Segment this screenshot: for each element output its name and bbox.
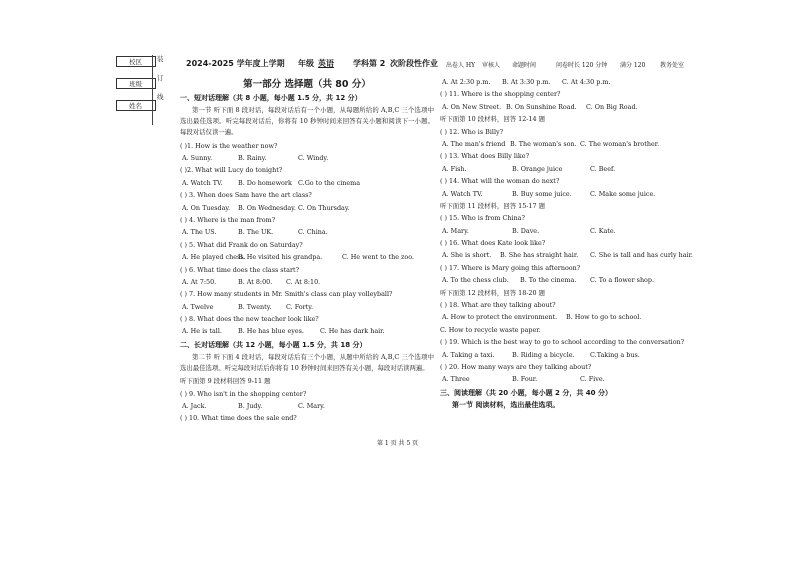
option-a: A. The US. bbox=[182, 228, 217, 237]
option-c: C. Five. bbox=[580, 375, 605, 384]
question-6-options bbox=[180, 276, 434, 288]
section-instructions: 第一节 听下面 8 段对话，每段对话后有一个小题，从每题所给的 A,B,C 三个选项中选出最佳选项。听完每段对话后，你将有 10 秒钟时间来回答有关小题和阅读下一小题。每段对话仅读一遍。 bbox=[180, 106, 434, 137]
question-3-options bbox=[180, 202, 434, 214]
option-c: C. She is tall and has curly hair. bbox=[590, 251, 693, 260]
page-number: 第 1 页 共 5 页 bbox=[377, 440, 419, 447]
binding-char: 线 bbox=[157, 93, 164, 101]
option-b: B. On Sunshine Road. bbox=[506, 102, 577, 111]
option-b: B. Twenty. bbox=[238, 302, 272, 311]
question-2-options bbox=[180, 177, 434, 189]
question-10: ( ) 10. What time does the sale end? bbox=[180, 414, 297, 423]
question-18-option-c: C. How to recycle waste paper. bbox=[440, 325, 541, 334]
option-a: A. He is tall. bbox=[182, 327, 222, 336]
option-b: B. At 3:30 p.m. bbox=[502, 78, 551, 86]
option-c: C. Forty. bbox=[286, 302, 314, 311]
binding-side-chars bbox=[157, 55, 165, 102]
option-b: B. The woman's son. bbox=[510, 139, 577, 148]
question-7: ( ) 7. How many students in Mr. Smith's class can play volleyball? bbox=[180, 290, 393, 299]
right-column bbox=[440, 76, 694, 412]
campus-label: 校区 bbox=[116, 56, 156, 67]
section-heading: 三、阅读理解（共 20 小题，每小题 2 分，共 40 分） bbox=[440, 388, 612, 397]
class-label: 班级 bbox=[116, 78, 156, 89]
question-9: ( ) 9. Who isn't in the shopping center? bbox=[180, 389, 307, 398]
option-a: A. Jack. bbox=[182, 402, 207, 411]
option-a: A. She is short. bbox=[442, 251, 492, 260]
question-11: ( ) 11. Where is the shopping center? bbox=[440, 90, 561, 99]
option-a: A. Mary. bbox=[442, 226, 469, 235]
question-4-options bbox=[180, 226, 434, 238]
option-b: B. The UK. bbox=[238, 228, 274, 237]
question-7-options bbox=[180, 301, 434, 313]
question-12: ( ) 12. Who is Billy? bbox=[440, 127, 504, 136]
option-c: C. Make some juice. bbox=[590, 189, 656, 198]
option-a: A. He played chess. bbox=[182, 253, 246, 262]
question-11-options bbox=[440, 101, 694, 113]
option-a: A. How to protect the environment. bbox=[442, 313, 558, 322]
question-18: ( ) 18. What are they talking about? bbox=[440, 301, 556, 310]
material-heading: 听下面第 9 段材料回答 9-11 题 bbox=[180, 377, 271, 386]
option-b: B. How to go to school. bbox=[566, 313, 642, 322]
academic-year: 2024-2025 学年度上学期 bbox=[186, 59, 285, 68]
material-heading: 听下面第 12 段材料，回答 18-20 题 bbox=[440, 288, 545, 297]
option-c: C. On Big Road. bbox=[586, 102, 638, 111]
option-c: C.Taking a bus. bbox=[590, 350, 640, 359]
binding-char: 订 bbox=[157, 74, 164, 82]
option-a: A. Twelve bbox=[182, 302, 214, 311]
question-17: ( ) 17. Where is Mary going this afternoon? bbox=[440, 263, 581, 272]
option-a: A. At 2:30 p.m. bbox=[442, 78, 491, 86]
question-8-options bbox=[180, 325, 434, 337]
option-b: B. Do homework bbox=[238, 178, 292, 187]
question-13-options bbox=[440, 163, 694, 175]
option-c: C. Beef. bbox=[590, 164, 616, 173]
section-heading: 一、短对话理解（共 8 小题，每小题 1.5 分，共 12 分） bbox=[180, 94, 362, 102]
grade-label: 年级 bbox=[298, 59, 314, 68]
subsection-heading: 第一节 阅读材料，选出最佳选项。 bbox=[452, 400, 560, 409]
material-heading: 听下面第 11 段材料，回答 15-17 题 bbox=[440, 201, 545, 210]
question-15-options bbox=[440, 225, 694, 237]
question-16-options bbox=[440, 249, 694, 261]
option-a: A. Taking a taxi. bbox=[442, 350, 495, 359]
question-13: ( ) 13. What does Billy like? bbox=[440, 152, 530, 161]
question-6: ( ) 6. What time does the class start? bbox=[180, 265, 300, 274]
question-19: ( ) 19. Which is the best way to go to school according to the conversation? bbox=[440, 338, 685, 347]
score-label: 满分 120 bbox=[620, 62, 646, 69]
question-14-options bbox=[440, 188, 694, 200]
option-b: B. On Wednesday. bbox=[238, 203, 296, 212]
question-1: ( )1. How is the weather now? bbox=[180, 141, 278, 150]
question-10-options bbox=[440, 76, 694, 88]
option-a: A. Watch TV. bbox=[182, 178, 223, 187]
duration-label: 问卷时长 120 分钟 bbox=[556, 62, 608, 69]
option-c: C. The woman's brother. bbox=[580, 139, 660, 148]
name-label: 姓名 bbox=[116, 100, 156, 111]
question-9-options bbox=[180, 400, 434, 412]
question-5-options bbox=[180, 251, 434, 263]
option-a: A. On New Street. bbox=[442, 102, 502, 111]
option-a: A. Sunny. bbox=[182, 154, 213, 162]
left-column bbox=[180, 76, 434, 425]
stage-label: 次阶段性作业 bbox=[390, 59, 438, 68]
question-1-options bbox=[180, 152, 434, 164]
option-a: A. To the chess club. bbox=[442, 276, 509, 285]
part-title: 第一部分 选择题（共 80 分） bbox=[243, 79, 371, 90]
option-b: B. She has straight hair. bbox=[500, 251, 579, 260]
question-14: ( ) 14. What will the woman do next? bbox=[440, 177, 560, 186]
option-a: A. Fish. bbox=[442, 164, 467, 173]
exam-header bbox=[186, 58, 706, 70]
office-label: 教务处室 bbox=[660, 62, 685, 69]
option-c: C. China. bbox=[298, 228, 328, 237]
question-4: ( ) 4. Where is the man from? bbox=[180, 215, 276, 224]
question-8: ( ) 8. What does the new teacher look like? bbox=[180, 315, 319, 324]
material-heading: 听下面第 10 段材料，回答 12-14 题 bbox=[440, 115, 545, 124]
option-a: A. At 7:50. bbox=[182, 277, 217, 286]
time-label: 命题时间 bbox=[512, 62, 537, 69]
question-12-options bbox=[440, 138, 694, 150]
setter-label: 出卷人 HY bbox=[446, 62, 476, 69]
exam-number: 学科第 2 bbox=[353, 59, 386, 68]
option-c: C. Windy. bbox=[298, 154, 329, 162]
question-3: ( ) 3. When does Sam have the art class? bbox=[180, 191, 312, 200]
binding-char: 装 bbox=[157, 55, 164, 63]
subject-label: 英语 bbox=[318, 59, 334, 68]
option-b: B. Rainy. bbox=[238, 154, 267, 162]
option-c: C. He has dark hair. bbox=[320, 327, 385, 336]
question-17-options bbox=[440, 274, 694, 286]
question-18-options bbox=[440, 311, 694, 323]
option-b: B. Four. bbox=[512, 375, 538, 384]
question-20-options bbox=[440, 373, 694, 385]
option-c: C.Go to the cinema bbox=[298, 178, 361, 187]
question-16: ( ) 16. What does Kate look like? bbox=[440, 239, 546, 248]
option-c: C. At 8:10. bbox=[286, 277, 321, 286]
option-c: C. On Thursday. bbox=[298, 203, 350, 212]
reviewer-label: 审核人 bbox=[482, 62, 501, 69]
option-c: C. At 4:30 p.m. bbox=[562, 78, 611, 86]
question-2: ( )2. What will Lucy do tonight? bbox=[180, 166, 283, 175]
option-a: A. Watch TV. bbox=[442, 189, 483, 198]
option-b: B. At 8:00. bbox=[238, 277, 273, 286]
option-c: C. He went to the zoo. bbox=[342, 253, 415, 262]
question-15: ( ) 15. Who is from China? bbox=[440, 214, 525, 223]
option-c: C. To a flower shop. bbox=[590, 276, 655, 285]
binding-line bbox=[152, 55, 153, 125]
option-b: B. Dave. bbox=[512, 226, 540, 235]
option-b: B. Buy some juice. bbox=[512, 189, 572, 198]
option-a: A. The man's friend bbox=[442, 139, 506, 148]
option-c: C. Mary. bbox=[298, 402, 325, 411]
option-b: B. Riding a bicycle. bbox=[512, 350, 575, 359]
option-a: A. On Tuesday. bbox=[182, 203, 231, 212]
section-heading: 二、长对话理解（共 12 小题，每小题 1.5 分，共 18 分） bbox=[180, 340, 367, 349]
option-b: B. He visited his grandpa. bbox=[238, 253, 323, 262]
option-c: C. Kate. bbox=[590, 226, 616, 235]
option-a: A. Three bbox=[442, 375, 470, 384]
option-b: B. He has blue eyes. bbox=[238, 327, 304, 336]
section-instructions: 第二节 听下面 4 段对话，每段对话后有三个小题，从题中所给的 A,B,C 三个选项中选出最佳选项。听完每段对话后你将有 10 秒钟时间来回答有关小题，每段对话读两遍。 bbox=[180, 352, 434, 373]
option-b: B. To the cinema. bbox=[520, 276, 577, 285]
question-5: ( ) 5. What did Frank do on Saturday? bbox=[180, 240, 303, 249]
question-20: ( ) 20. How many ways are they talking about? bbox=[440, 362, 592, 371]
option-b: B. Orange juice bbox=[512, 164, 563, 173]
question-19-options bbox=[440, 349, 694, 361]
option-b: B. Judy. bbox=[238, 402, 263, 411]
